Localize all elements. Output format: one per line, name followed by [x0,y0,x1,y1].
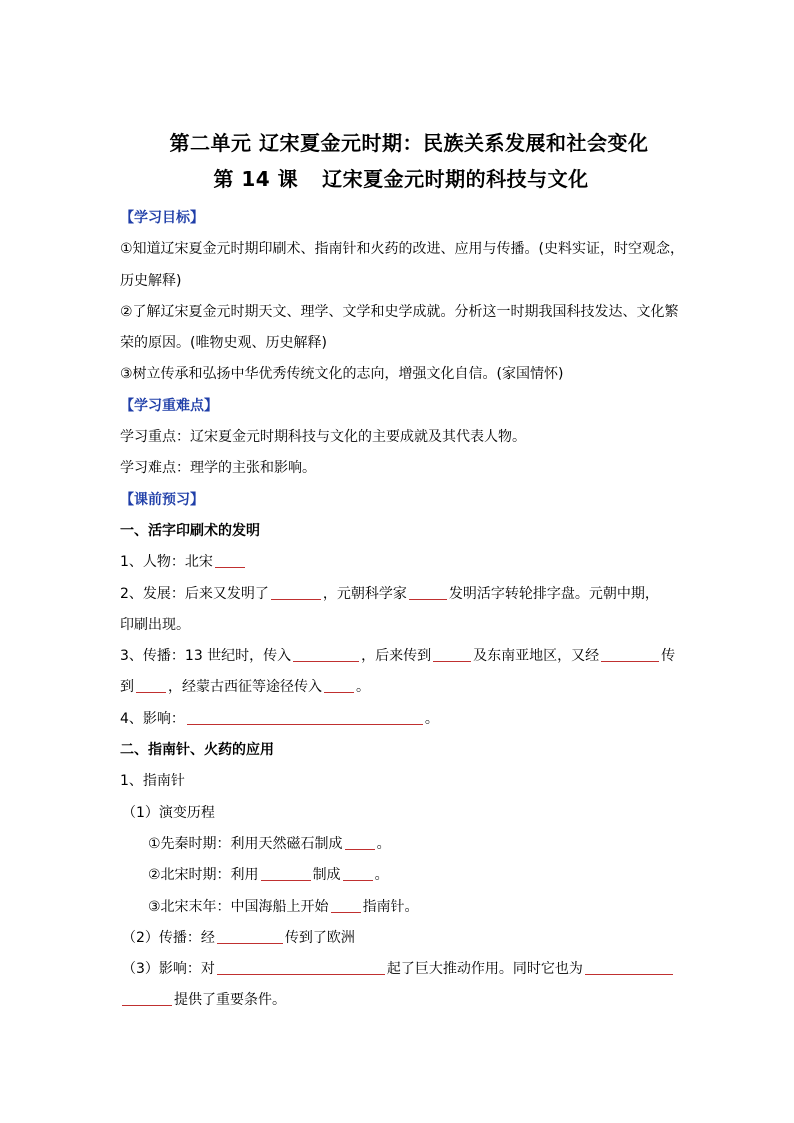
fill-blank[interactable] [122,989,172,1006]
fill-blank[interactable] [601,645,659,662]
fill-blank[interactable] [215,551,245,568]
q-spread-line-2: 到 ，经蒙古西征等途径传入 。 [120,672,680,703]
fill-blank[interactable] [324,676,354,693]
lesson-title-line [0,163,794,192]
fill-blank[interactable] [187,708,423,725]
fill-blank[interactable] [271,583,321,600]
fill-blank[interactable] [345,833,375,850]
section-1-title: 一、活字印刷术的发明 [120,522,260,539]
fill-blank[interactable] [409,583,447,600]
q-person: 1、人物：北宋 [120,547,680,578]
objective-2-line-2: 荣的原因。(唯物史观、历史解释) [120,335,327,352]
objectives-heading: 【学习目标】 [120,210,204,226]
objective-2-line-1: ②了解辽宋夏金元时期天文、理学、文学和史学成就。分析这一时期我国科技发达、文化繁 [120,303,679,320]
compass-evolution-2: ②北宋时期：利用 制成 。 [120,860,680,891]
compass-title: 1、指南针 [120,773,185,790]
lesson-number: 第 14 课 [213,167,299,191]
compass-evolution-3: ③北宋末年：中国海船上开始 指南针。 [120,892,680,923]
compass-evolution-1: ①先秦时期：利用天然磁石制成 。 [120,829,680,860]
fill-blank[interactable] [217,958,385,975]
lesson-title: 辽宋夏金元时期的科技与文化 [322,167,589,191]
key-difficulty: 学习难点：理学的主张和影响。 [120,460,316,477]
unit-title: 第二单元 辽宋夏金元时期：民族关系发展和社会变化 [169,131,649,155]
preview-heading: 【课前预习】 [120,491,204,508]
key-focus: 学习重点：辽宋夏金元时期科技与文化的主要成就及其代表人物。 [120,429,526,446]
compass-spread: （2）传播：经 传到了欧洲 [120,923,680,954]
compass-influence-line-2: 提供了重要条件。 [120,985,680,1016]
fill-blank[interactable] [261,864,311,881]
key-points-heading: 【学习重难点】 [120,397,218,414]
fill-blank[interactable] [217,927,283,944]
fill-blank[interactable] [136,676,166,693]
compass-influence-line-1: （3）影响：对 起了巨大推动作用。同时它也为 [120,954,680,985]
fill-blank[interactable] [433,645,471,662]
q-spread-line-1: 3、传播：13 世纪时，传入 ，后来传到 及东南亚地区，又经 传 [120,641,680,672]
document-body [120,203,685,1017]
section-2-title: 二、指南针、火药的应用 [120,742,274,759]
q-development-line-1: 2、发展：后来又发明了 ，元朝科学家 发明活字转轮排字盘。元朝中期， [120,579,680,610]
q-influence: 4、影响： 。 [120,704,680,735]
compass-evolution-title: （1）演变历程 [122,804,215,821]
fill-blank[interactable] [293,645,359,662]
objective-1-line-2: 历史解释) [120,272,182,289]
objective-3: ③树立传承和弘扬中华优秀传统文化的志向，增强文化自信。(家国情怀) [120,366,564,383]
q-development-line-2: 印刷出现。 [120,616,190,633]
fill-blank[interactable] [585,958,673,975]
fill-blank[interactable] [343,864,373,881]
objective-1-line-1: ①知道辽宋夏金元时期印刷术、指南针和火药的改进、应用与传播。(史料实证，时空观念， [120,241,685,258]
fill-blank[interactable] [331,896,361,913]
